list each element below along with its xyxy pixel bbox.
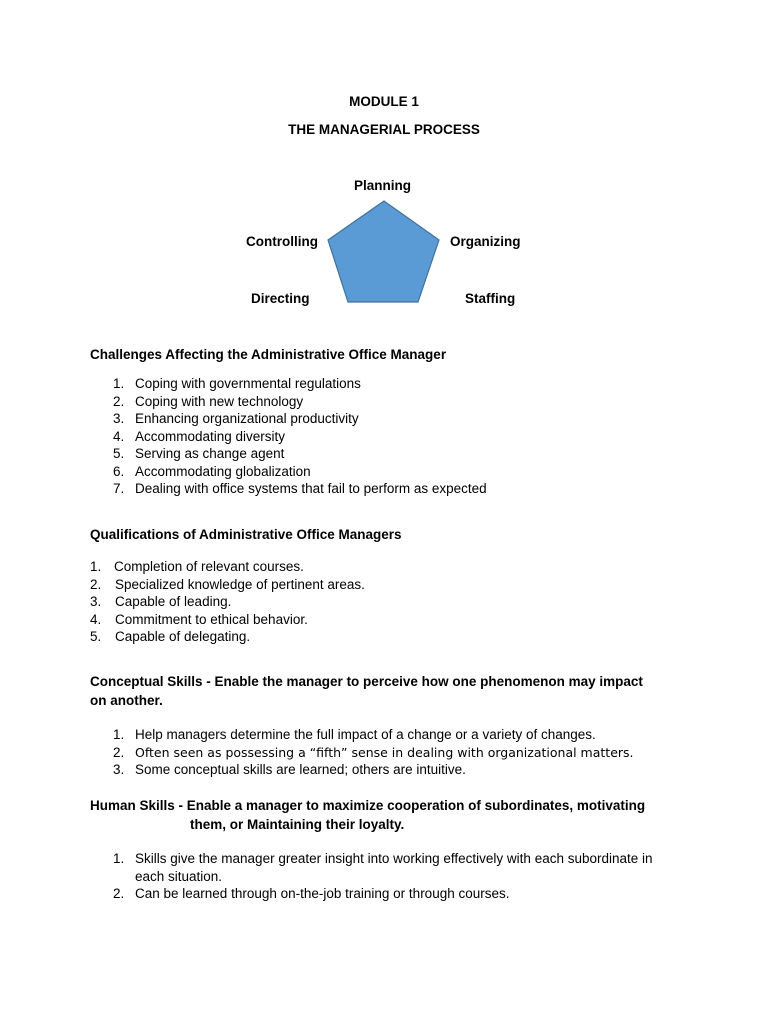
list-number: 4. xyxy=(90,611,102,627)
list-text: Coping with governmental regulations xyxy=(135,376,361,391)
challenges-heading: Challenges Affecting the Administrative Office Manager xyxy=(90,347,447,362)
list-number: 7. xyxy=(113,481,125,496)
managerial-process-pentagon xyxy=(325,198,443,306)
list-number: 3. xyxy=(90,594,102,609)
document-title: THE MANAGERIAL PROCESS xyxy=(288,122,480,137)
module-heading: MODULE 1 xyxy=(349,94,419,109)
list-number: 1. xyxy=(90,559,102,574)
list-text: Capable of leading. xyxy=(115,594,232,609)
list-number: 3. xyxy=(113,411,125,426)
list-item xyxy=(90,558,690,576)
human-skills-heading-line2: them, or Maintaining their loyalty. xyxy=(190,817,405,832)
pentagon-shape xyxy=(328,201,439,302)
list-item xyxy=(113,445,713,463)
diagram-label-planning: Planning xyxy=(354,178,411,193)
list-text: Coping with new technology xyxy=(135,393,304,409)
list-text: Capable of delegating. xyxy=(115,629,251,644)
list-text: Accommodating diversity xyxy=(135,428,286,444)
list-item xyxy=(90,593,690,611)
list-item xyxy=(90,628,690,646)
diagram-label-staffing: Staffing xyxy=(465,291,516,306)
human-skills-list xyxy=(113,850,673,903)
list-number: 2. xyxy=(90,576,102,592)
list-text: Serving as change agent xyxy=(135,446,285,461)
list-text: Can be learned through on-the-job training or through courses. xyxy=(135,886,510,901)
list-text: Commitment to ethical behavior. xyxy=(115,611,308,627)
diagram-label-controlling: Controlling xyxy=(246,234,318,249)
list-item xyxy=(90,611,690,629)
diagram-label-organizing: Organizing xyxy=(450,234,521,249)
human-skills-heading-line1: Human Skills - Enable a manager to maximize cooperation of subordinates, motivating xyxy=(90,798,646,813)
list-item xyxy=(113,726,713,744)
conceptual-skills-list xyxy=(113,726,713,779)
list-text: Some conceptual skills are learned; others are intuitive. xyxy=(135,762,466,777)
list-item xyxy=(113,410,713,428)
list-item xyxy=(113,761,713,779)
list-item xyxy=(113,393,713,411)
list-number: 3. xyxy=(113,762,125,777)
list-item xyxy=(113,428,713,446)
list-text: Dealing with office systems that fail to perform as expected xyxy=(135,481,487,496)
list-text: Skills give the manager greater insight into working effectively with each subordinate in each situation. xyxy=(135,851,653,884)
list-number: 1. xyxy=(113,376,125,391)
diagram-label-directing: Directing xyxy=(251,291,310,306)
list-item xyxy=(113,480,713,498)
list-text: Help managers determine the full impact of a change or a variety of changes. xyxy=(135,727,596,742)
list-item xyxy=(113,744,713,762)
list-item xyxy=(90,576,690,594)
conceptual-skills-heading-line1: Conceptual Skills - Enable the manager to perceive how one phenomenon may impact xyxy=(90,674,643,689)
list-text: Enhancing organizational productivity xyxy=(135,411,359,426)
conceptual-skills-heading-line2: on another. xyxy=(90,693,163,708)
list-item xyxy=(113,375,713,393)
list-number: 5. xyxy=(113,446,125,461)
list-number: 2. xyxy=(113,744,125,760)
list-number: 5. xyxy=(90,629,102,644)
list-item xyxy=(113,850,673,885)
qualifications-heading: Qualifications of Administrative Office Managers xyxy=(90,527,402,542)
list-number: 1. xyxy=(113,727,125,742)
list-number: 2. xyxy=(113,886,125,901)
list-text: Specialized knowledge of pertinent areas. xyxy=(115,576,365,592)
qualifications-list xyxy=(90,558,690,646)
list-number: 1. xyxy=(113,851,125,866)
list-item xyxy=(113,463,713,481)
list-text: Accommodating globalization xyxy=(135,463,311,479)
list-number: 2. xyxy=(113,393,125,409)
list-number: 6. xyxy=(113,463,125,479)
list-text: Often seen as possessing a “fifth” sense in dealing with organizational matters. xyxy=(135,744,634,760)
challenges-list xyxy=(113,375,713,498)
list-item xyxy=(113,885,673,903)
list-number: 4. xyxy=(113,428,125,444)
list-text: Completion of relevant courses. xyxy=(114,559,304,574)
